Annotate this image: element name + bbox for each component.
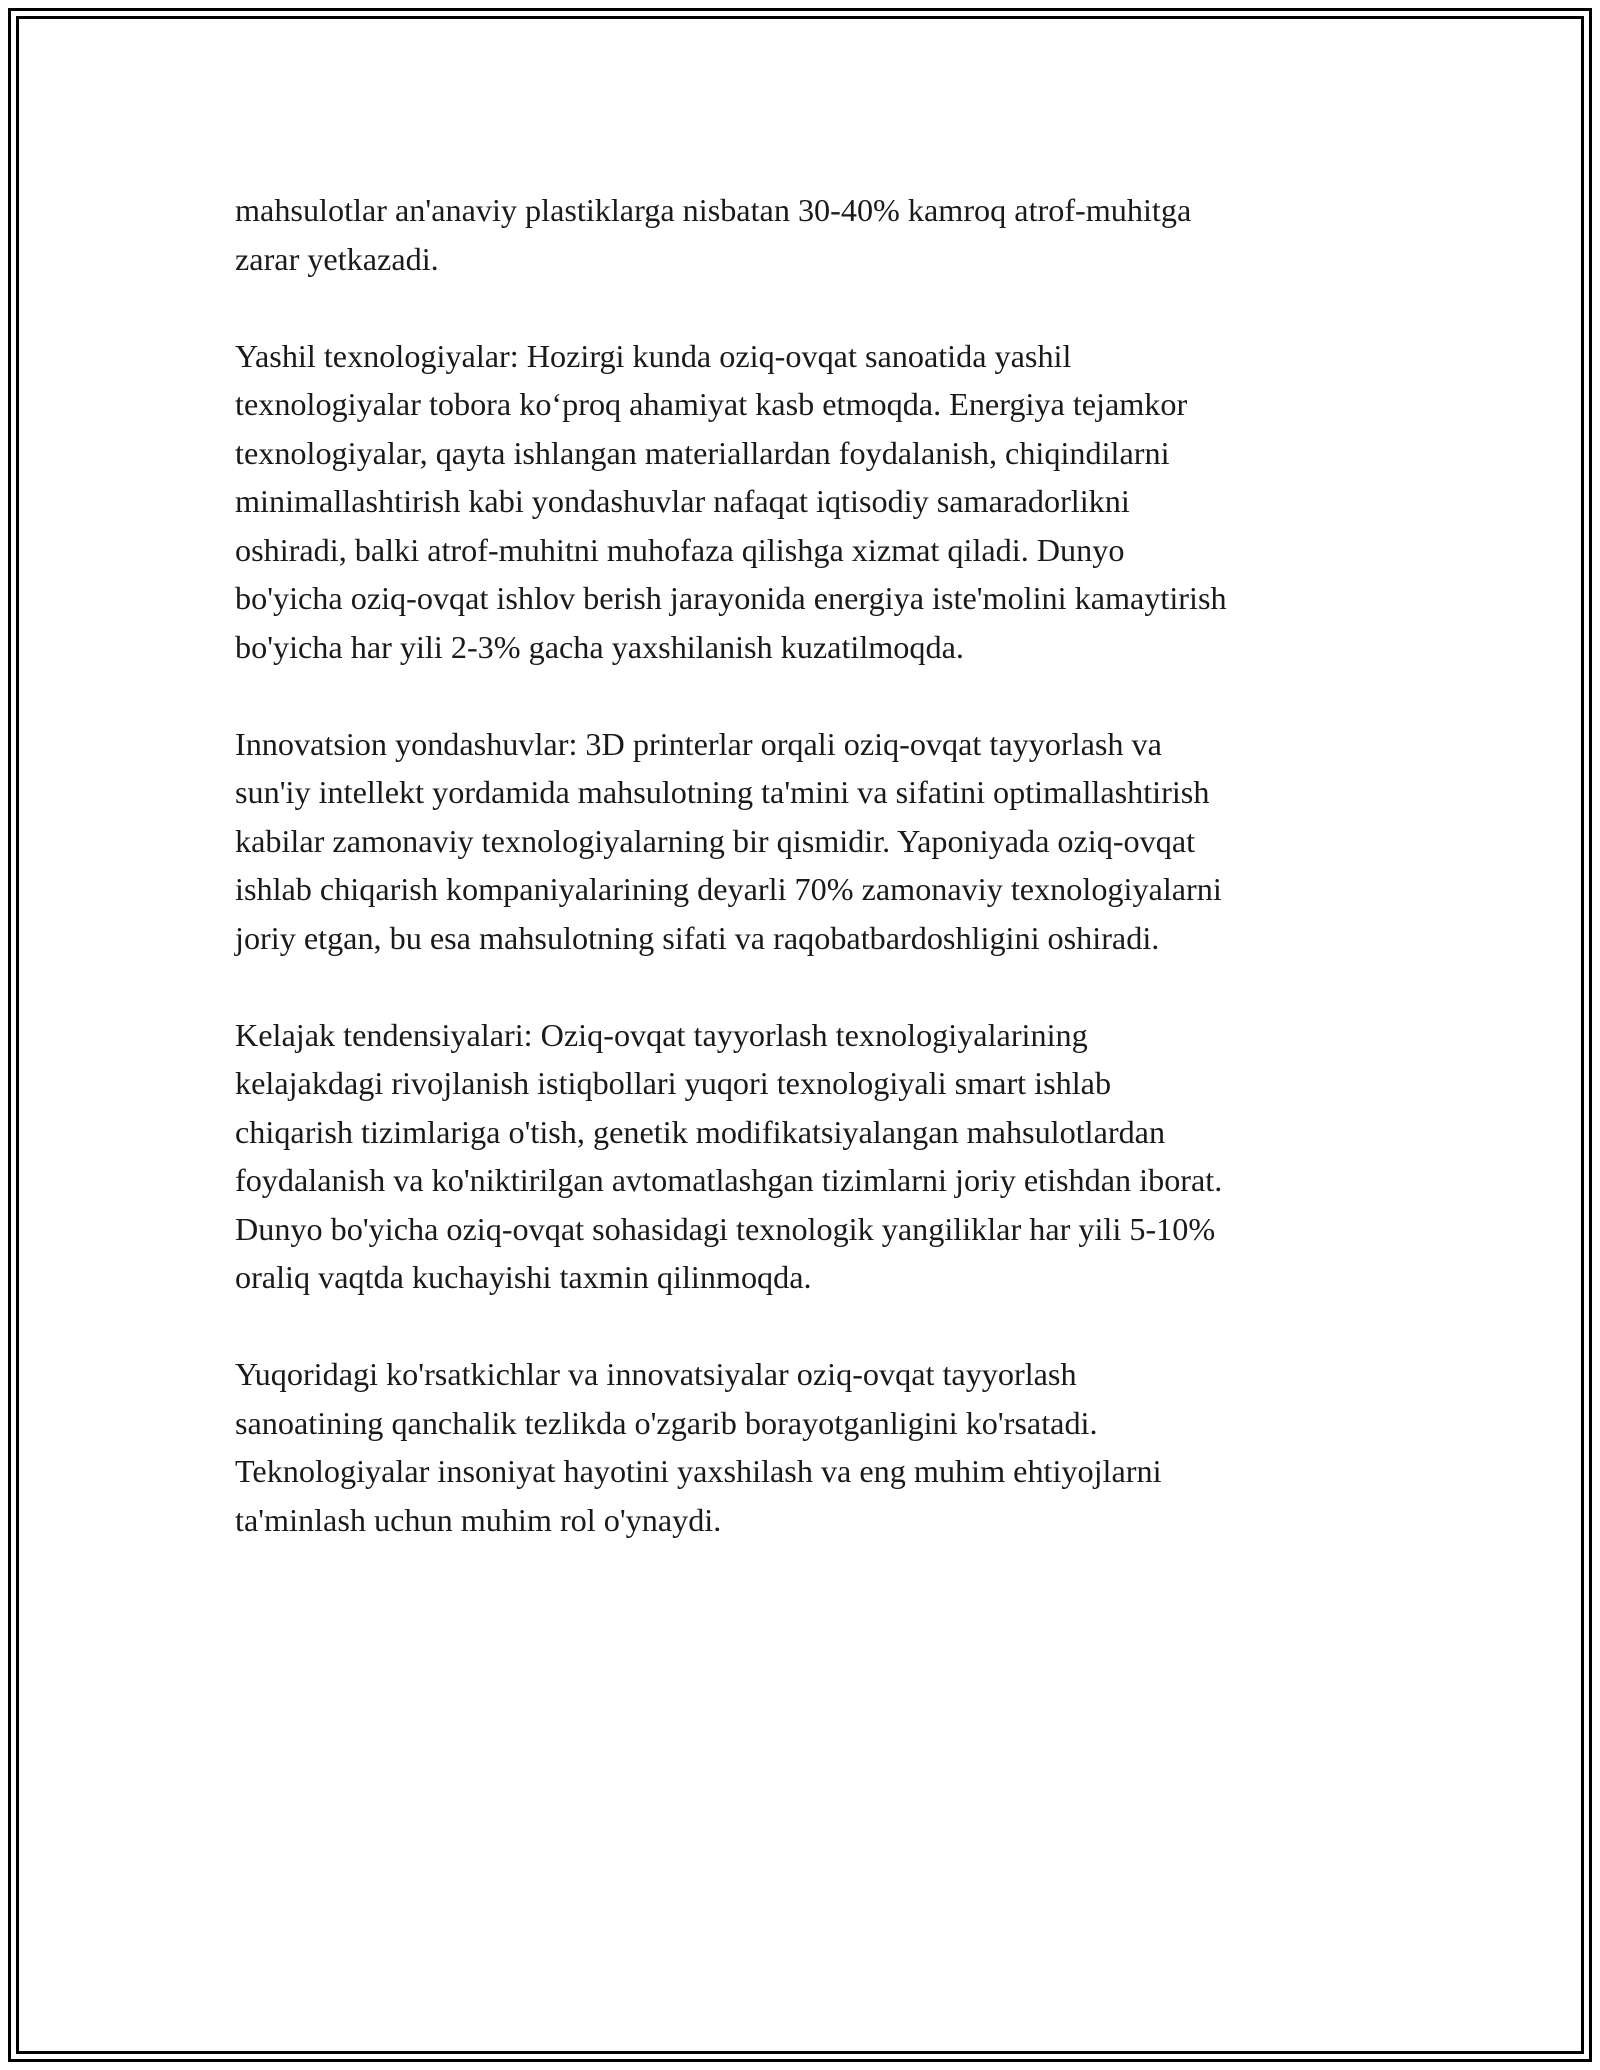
paragraph-green-technologies: Yashil texnologiyalar: Hozirgi kunda oziq-ovqat sanoatida yashil texnologiyalar tobora koʻproq ahamiyat kasb etmoqda. Energiya tejamkor texnologiyalar, qayta ishlangan materiallardan foydalanish, chiqindilarni minimallashtirish kabi yondashuvlar nafaqat iqtisodiy samaradorlikni oshiradi, balki atrof-muhitni muhofaza qilishga xizmat qiladi. Dunyo bo'yicha oziq-ovqat ishlov berish jarayonida energiya iste'molini kamaytirish bo'yicha har yili 2-3% gacha yaxshilanish kuzatilmoqda. [235, 337, 1227, 665]
paragraph-innovative-approaches: Innovatsion yondashuvlar: 3D printerlar orqali oziq-ovqat tayyorlash va sun'iy intellekt yordamida mahsulotning ta'mini va sifatini optimallashtirish kabilar zamonaviy texnologiyalarning bir qismidir. Yaponiyada oziq-ovqat ishlab chiqarish kompaniyalarining deyarli 70% zamonaviy texnologiyalarni joriy etgan, bu esa mahsulotning sifati va raqobatbardoshligini oshiradi. [235, 725, 1222, 956]
paragraph-continuation: mahsulotlar an'anaviy plastiklarga nisbatan 30-40% kamroq atrof-muhitga zarar yetkazadi. [235, 192, 1192, 277]
document-body [235, 186, 1395, 1593]
paragraph-conclusion: Yuqoridagi ko'rsatkichlar va innovatsiyalar oziq-ovqat tayyorlash sanoatining qanchalik tezlikda o'zgarib borayotganligini ko'rsatadi. Teknologiyalar insoniyat hayotini yaxshilash va eng muhim ehtiyojlarni ta'minlash uchun muhim rol o'ynaydi. [235, 1356, 1162, 1538]
paragraph-future-trends: Kelajak tendensiyalari: Oziq-ovqat tayyorlash texnologiyalarining kelajakdagi rivojlanish istiqbollari yuqori texnologiyali smart ishlab chiqarish tizimlariga o'tish, genetik modifikatsiyalangan mahsulotlardan foydalanish va ko'niktirilgan avtomatlashgan tizimlarni joriy etishdan iborat. Dunyo bo'yicha oziq-ovqat sohasidagi texnologik yangiliklar har yili 5-10% oraliq vaqtda kuchayishi taxmin qilinmoqda. [235, 1016, 1223, 1295]
